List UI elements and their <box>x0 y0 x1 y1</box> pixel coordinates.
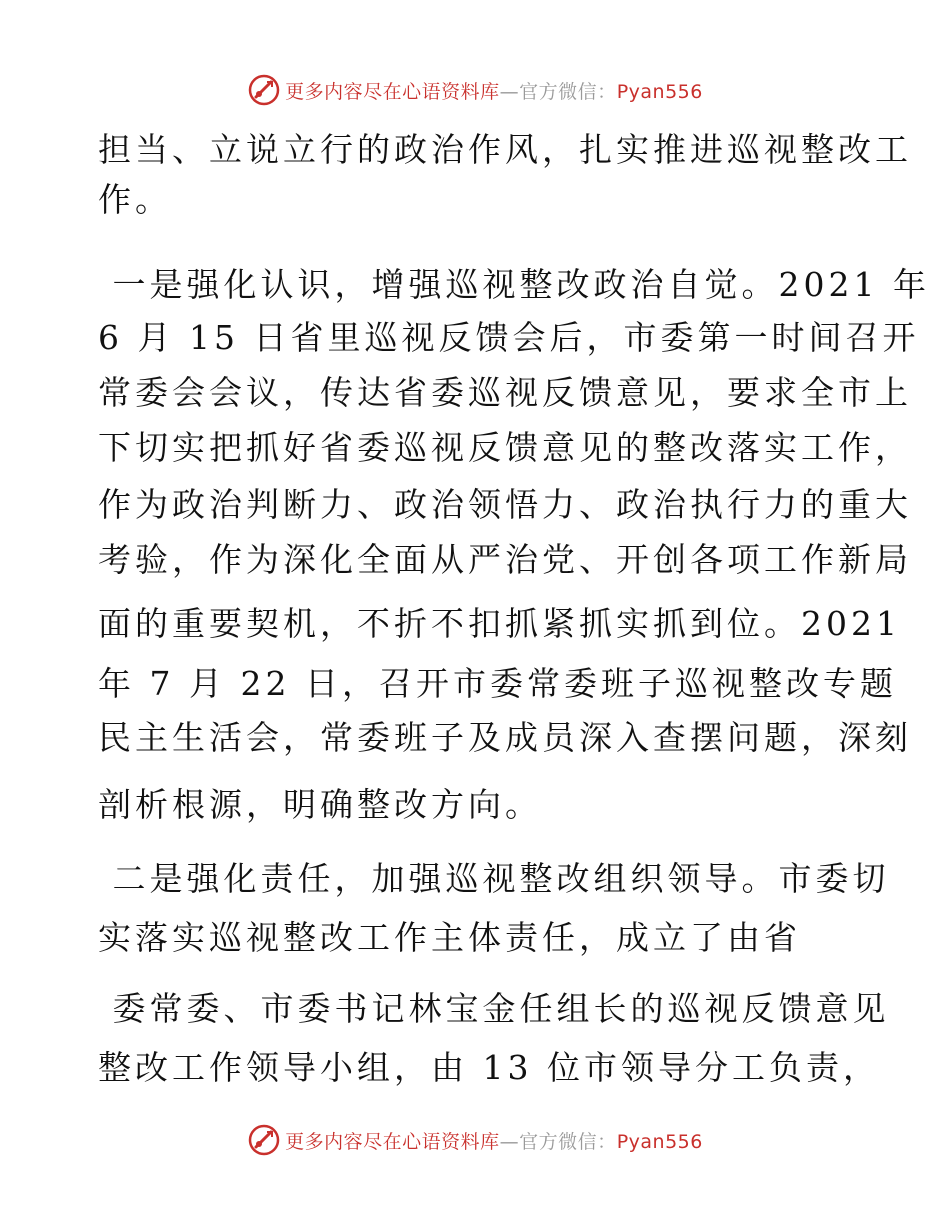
header-wechat-id: Pyan556 <box>616 80 703 103</box>
body-line: 下切实把抓好省委巡视反馈意见的整改落实工作， <box>98 428 912 467</box>
logo-icon <box>247 73 281 107</box>
body-line: 面的重要契机，不折不扣抓紧抓实抓到位。2021 <box>98 604 901 643</box>
body-line: 剖析根源，明确整改方向。 <box>98 785 542 824</box>
body-line: 实落实巡视整改工作主体责任，成立了由省 <box>98 918 801 957</box>
header-wechat-label: 官方微信： <box>519 80 617 103</box>
footer-banner <box>0 1122 950 1158</box>
body-line: 作为政治判断力、政治领悟力、政治执行力的重大 <box>98 485 912 524</box>
body-line: 一是强化认识，增强巡视整改政治自觉。2021 年 <box>98 265 930 304</box>
logo-icon <box>247 1123 281 1157</box>
body-line: 民主生活会，常委班子及成员深入查摆问题，深刻 <box>98 718 912 757</box>
body-line: 担当、立说立行的政治作风，扎实推进巡视整改工 <box>98 130 912 169</box>
footer-wechat-id: Pyan556 <box>616 1130 703 1153</box>
body-line: 委常委、市委书记林宝金任组长的巡视反馈意见 <box>98 989 890 1028</box>
header-banner-main: 更多内容尽在心语资料库 <box>285 80 500 103</box>
body-line: 常委会会议，传达省委巡视反馈意见，要求全市上 <box>98 373 912 412</box>
footer-banner-main: 更多内容尽在心语资料库 <box>285 1130 500 1153</box>
body-line: 二是强化责任，加强巡视整改组织领导。市委切 <box>98 859 890 898</box>
body-line: 6 月 15 日省里巡视反馈会后，市委第一时间召开 <box>98 318 920 357</box>
body-line: 整改工作领导小组，由 13 位市领导分工负责， <box>98 1048 880 1087</box>
body-line: 考验，作为深化全面从严治党、开创各项工作新局 <box>98 540 912 579</box>
header-banner <box>0 72 950 108</box>
header-banner-dash: — <box>499 80 520 103</box>
footer-wechat-label: 官方微信： <box>519 1130 617 1153</box>
body-line: 年 7 月 22 日，召开市委常委班子巡视整改专题 <box>98 664 897 703</box>
body-line: 作。 <box>98 180 172 219</box>
footer-banner-dash: — <box>499 1130 520 1153</box>
header-banner-text <box>285 77 703 104</box>
footer-banner-text <box>285 1127 703 1154</box>
